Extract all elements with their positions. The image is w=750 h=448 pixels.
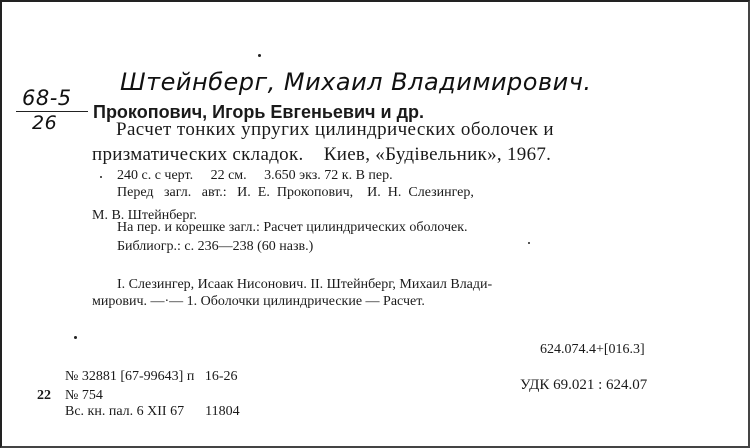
physical-description: 240 с. с черт. 22 см. 3.650 экз. 72 к. В пер. [117, 168, 393, 183]
handwritten-author-note: Штейнберг, Михаил Владимирович. [120, 68, 592, 96]
udk-index: УДК 69.021 : 624.07 [520, 377, 648, 393]
cover-title-note: На пер. и корешке загл.: Расчет цилиндрических оболочек. [117, 220, 468, 235]
title-line-2: призматических складок. Киев, «Будівельник», 1967. [92, 144, 552, 165]
registry-number: № 32881 [67-99643] п 16-26 [65, 369, 238, 384]
authors-line-2: М. В. Штейнберг. [92, 208, 198, 223]
title-line-1: Расчет тонких упругих цилиндрических оболочек и [116, 119, 554, 140]
scan-speck [258, 54, 261, 57]
bibliography-note: Библиогр.: с. 236—238 (60 назв.) [117, 239, 314, 254]
scan-speck [74, 336, 77, 339]
shelf-mark-top: 68-5 [22, 86, 72, 110]
registry-sheet-number: 22 [37, 388, 51, 403]
authors-line-1: Перед загл. авт.: И. Е. Прокопович, И. Н. Слезингер, [117, 185, 474, 200]
bbk-index: 624.074.4+[016.3] [540, 342, 645, 357]
entry-heading: Прокопович, Игорь Евгеньевич и др. [93, 102, 424, 122]
scan-speck [528, 242, 530, 244]
registry-card-number: № 754 [65, 388, 103, 403]
tracings-line-1: I. Слезингер, Исаак Нисонович. II. Штейнберг, Михаил Влади- [117, 277, 493, 292]
scan-speck [100, 176, 102, 178]
shelf-mark-bottom: 26 [32, 112, 58, 134]
registry-print-line: Вс. кн. пал. 6 XII 67 11804 [65, 404, 240, 419]
tracings-line-2: мирович. —·— 1. Оболочки цилиндрические — Расчет. [92, 294, 425, 309]
